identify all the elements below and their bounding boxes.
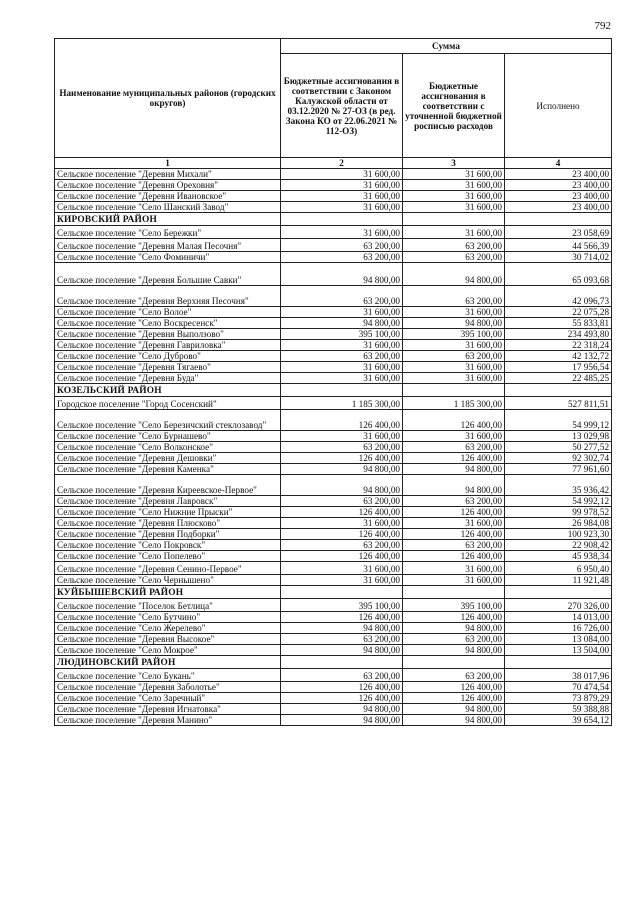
refined-amount: 31 600,00 [403,575,505,586]
settlement-name: Сельское поселение "Деревня Киреевское-Первое" [55,475,281,496]
empty-cell [281,586,403,599]
table-row [55,682,612,693]
table-row [55,351,612,362]
refined-amount: 126 400,00 [403,693,505,704]
law-amount: 395 100,00 [281,329,403,340]
refined-amount: 126 400,00 [403,529,505,540]
executed-amount: 65 093,68 [505,263,612,286]
refined-amount: 94 800,00 [403,715,505,726]
law-amount: 126 400,00 [281,551,403,562]
settlement-name: Сельское поселение "Деревня Буда" [55,373,281,384]
column-number: 2 [281,158,403,169]
settlement-name: Сельское поселение "Деревня Большие Савки" [55,263,281,286]
column-number: 4 [505,158,612,169]
empty-cell [281,384,403,397]
executed-amount: 45 938,34 [505,551,612,562]
executed-amount: 54 999,12 [505,410,612,431]
executed-amount: 11 921,48 [505,575,612,586]
table-row [55,623,612,634]
refined-amount: 31 600,00 [403,562,505,575]
refined-amount: 395 100,00 [403,599,505,612]
settlement-name: Сельское поселение "Деревня Малая Песочня" [55,239,281,252]
settlement-name: Сельское поселение "Деревня Михали" [55,169,281,180]
table-row [55,518,612,529]
table-row [55,645,612,656]
refined-amount: 31 600,00 [403,169,505,180]
settlement-name: Сельское поселение "Деревня Ивановское" [55,191,281,202]
law-amount: 31 600,00 [281,202,403,213]
executed-amount: 13 084,00 [505,634,612,645]
executed-amount: 22 908,42 [505,540,612,551]
table-row [55,693,612,704]
district-name: КИРОВСКИЙ РАЙОН [55,213,281,226]
settlement-name: Сельское поселение "Деревня Выползово" [55,329,281,340]
refined-amount: 1 185 300,00 [403,397,505,410]
refined-amount: 31 600,00 [403,431,505,442]
refined-amount: 63 200,00 [403,239,505,252]
settlement-name: Сельское поселение "Село Мокрое" [55,645,281,656]
law-amount: 31 600,00 [281,340,403,351]
table-row [55,599,612,612]
executed-amount: 44 566,39 [505,239,612,252]
executed-amount: 14 013,00 [505,612,612,623]
executed-amount: 234 493,80 [505,329,612,340]
executed-amount: 42 132,72 [505,351,612,362]
law-amount: 31 600,00 [281,362,403,373]
table-row [55,442,612,453]
refined-amount: 31 600,00 [403,202,505,213]
law-amount: 63 200,00 [281,286,403,307]
empty-cell [505,586,612,599]
column-header-law: Бюджетные ассигнования в соответствии с Законом Калужской области от 03.12.2020 № 27-ОЗ (в ред. Закона КО от 22.06.2021 № 112-ОЗ) [281,54,403,158]
refined-amount: 63 200,00 [403,540,505,551]
refined-amount: 94 800,00 [403,318,505,329]
refined-amount: 94 800,00 [403,475,505,496]
refined-amount: 31 600,00 [403,180,505,191]
settlement-name: Сельское поселение "Село Нижние Прыски" [55,507,281,518]
executed-amount: 23 400,00 [505,180,612,191]
law-amount: 31 600,00 [281,307,403,318]
settlement-name: Сельское поселение "Деревня Дешовки" [55,453,281,464]
table-row [55,562,612,575]
refined-amount: 63 200,00 [403,496,505,507]
empty-cell [281,213,403,226]
settlement-name: Сельское поселение "Деревня Гавриловка" [55,340,281,351]
column-number: 3 [403,158,505,169]
district-name: КОЗЕЛЬСКИЙ РАЙОН [55,384,281,397]
refined-amount: 126 400,00 [403,507,505,518]
law-amount: 94 800,00 [281,263,403,286]
settlement-name: Сельское поселение "Село Бережки" [55,226,281,239]
table-row [55,540,612,551]
law-amount: 31 600,00 [281,226,403,239]
law-amount: 31 600,00 [281,191,403,202]
law-amount: 94 800,00 [281,475,403,496]
column-header-executed: Исполнено [505,54,612,158]
settlement-name: Сельское поселение "Село Фоминичи" [55,252,281,263]
refined-amount: 94 800,00 [403,263,505,286]
table-row [55,715,612,726]
settlement-name: Сельское поселение "Деревня Плюсково" [55,518,281,529]
table-row [55,191,612,202]
empty-cell [403,586,505,599]
law-amount: 94 800,00 [281,645,403,656]
law-amount: 63 200,00 [281,496,403,507]
empty-cell [403,213,505,226]
table-row [55,507,612,518]
executed-amount: 26 984,08 [505,518,612,529]
executed-amount: 23 058,69 [505,226,612,239]
settlement-name: Сельское поселение "Село Березичский стеклозавод" [55,410,281,431]
law-amount: 126 400,00 [281,529,403,540]
empty-cell [281,656,403,669]
law-amount: 63 200,00 [281,239,403,252]
law-amount: 126 400,00 [281,453,403,464]
refined-amount: 31 600,00 [403,307,505,318]
settlement-name: Сельское поселение "Село Волое" [55,307,281,318]
law-amount: 94 800,00 [281,715,403,726]
law-amount: 126 400,00 [281,612,403,623]
law-amount: 395 100,00 [281,599,403,612]
settlement-name: Сельское поселение "Деревня Высокое" [55,634,281,645]
executed-amount: 22 318,24 [505,340,612,351]
refined-amount: 31 600,00 [403,518,505,529]
executed-amount: 17 956,54 [505,362,612,373]
settlement-name: Городское поселение "Город Сосенский" [55,397,281,410]
budget-table [54,38,612,726]
law-amount: 94 800,00 [281,464,403,475]
table-row [55,397,612,410]
refined-amount: 63 200,00 [403,252,505,263]
table-row [55,464,612,475]
table-row [55,575,612,586]
executed-amount: 30 714,02 [505,252,612,263]
empty-cell [403,656,505,669]
executed-amount: 100 923,30 [505,529,612,540]
settlement-name: Сельское поселение "Село Дуброво" [55,351,281,362]
executed-amount: 54 992,12 [505,496,612,507]
table-row [55,362,612,373]
executed-amount: 13 504,00 [505,645,612,656]
executed-amount: 92 302,74 [505,453,612,464]
table-row [55,202,612,213]
district-name: КУЙБЫШЕВСКИЙ РАЙОН [55,586,281,599]
table-row [55,475,612,496]
settlement-name: Сельское поселение "Село Покровск" [55,540,281,551]
law-amount: 31 600,00 [281,518,403,529]
law-amount: 1 185 300,00 [281,397,403,410]
law-amount: 31 600,00 [281,562,403,575]
refined-amount: 126 400,00 [403,682,505,693]
table-row [55,252,612,263]
settlement-name: Сельское поселение "Деревня Манино" [55,715,281,726]
district-row [55,213,612,226]
table-row [55,340,612,351]
settlement-name: Сельское поселение "Деревня Лавровск" [55,496,281,507]
empty-cell [505,213,612,226]
table-row [55,634,612,645]
refined-amount: 31 600,00 [403,340,505,351]
refined-amount: 31 600,00 [403,362,505,373]
column-header-refined: Бюджетные ассигнования в соответствии с уточненной бюджетной росписью расходов [403,54,505,158]
table-row [55,410,612,431]
law-amount: 63 200,00 [281,252,403,263]
column-number: 1 [55,158,281,169]
settlement-name: Сельское поселение "Деревня Заболотье" [55,682,281,693]
executed-amount: 23 400,00 [505,202,612,213]
executed-amount: 73 879,29 [505,693,612,704]
column-group-sum: Сумма [281,39,612,54]
executed-amount: 13 029,98 [505,431,612,442]
refined-amount: 31 600,00 [403,373,505,384]
refined-amount: 94 800,00 [403,704,505,715]
settlement-name: Сельское поселение "Село Попелево" [55,551,281,562]
settlement-name: Сельское поселение "Деревня Подборки" [55,529,281,540]
empty-cell [505,384,612,397]
law-amount: 126 400,00 [281,410,403,431]
table-row [55,169,612,180]
table-row [55,669,612,682]
table-header [55,39,612,169]
table-row [55,529,612,540]
law-amount: 63 200,00 [281,351,403,362]
refined-amount: 31 600,00 [403,226,505,239]
law-amount: 63 200,00 [281,540,403,551]
executed-amount: 50 277,52 [505,442,612,453]
table-row [55,180,612,191]
refined-amount: 126 400,00 [403,410,505,431]
refined-amount: 126 400,00 [403,453,505,464]
table-row [55,551,612,562]
law-amount: 63 200,00 [281,634,403,645]
refined-amount: 395 100,00 [403,329,505,340]
settlement-name: Сельское поселение "Деревня Сенино-Первое" [55,562,281,575]
law-amount: 126 400,00 [281,682,403,693]
law-amount: 126 400,00 [281,507,403,518]
table-row [55,286,612,307]
settlement-name: Сельское поселение "Деревня Игнатовка" [55,704,281,715]
executed-amount: 55 833,81 [505,318,612,329]
table-row [55,263,612,286]
law-amount: 31 600,00 [281,575,403,586]
refined-amount: 63 200,00 [403,351,505,362]
executed-amount: 39 654,12 [505,715,612,726]
district-row [55,586,612,599]
settlement-name: Сельское поселение "Село Шанский Завод" [55,202,281,213]
table-row [55,318,612,329]
table-row [55,453,612,464]
district-row [55,656,612,669]
empty-cell [403,384,505,397]
refined-amount: 94 800,00 [403,645,505,656]
refined-amount: 126 400,00 [403,612,505,623]
law-amount: 31 600,00 [281,180,403,191]
table-row [55,373,612,384]
executed-amount: 270 326,00 [505,599,612,612]
executed-amount: 99 978,52 [505,507,612,518]
empty-cell [505,656,612,669]
executed-amount: 22 075,28 [505,307,612,318]
law-amount: 126 400,00 [281,693,403,704]
settlement-name: Сельское поселение "Село Воскресенск" [55,318,281,329]
executed-amount: 16 726,00 [505,623,612,634]
column-header-name: Наименование муниципальных районов (городских округов) [55,39,281,158]
table-row [55,496,612,507]
executed-amount: 59 388,88 [505,704,612,715]
executed-amount: 70 474,54 [505,682,612,693]
refined-amount: 94 800,00 [403,464,505,475]
table-row [55,226,612,239]
law-amount: 94 800,00 [281,623,403,634]
executed-amount: 42 096,73 [505,286,612,307]
executed-amount: 38 017,96 [505,669,612,682]
settlement-name: Сельское поселение "Село Чернышено" [55,575,281,586]
refined-amount: 31 600,00 [403,191,505,202]
executed-amount: 77 961,60 [505,464,612,475]
table-row [55,307,612,318]
law-amount: 31 600,00 [281,431,403,442]
refined-amount: 63 200,00 [403,634,505,645]
settlement-name: Сельское поселение "Село Бутчино" [55,612,281,623]
table-row [55,612,612,623]
settlement-name: Сельское поселение "Деревня Верхняя Песочня" [55,286,281,307]
law-amount: 94 800,00 [281,318,403,329]
district-name: ЛЮДИНОВСКИЙ РАЙОН [55,656,281,669]
refined-amount: 94 800,00 [403,623,505,634]
executed-amount: 527 811,51 [505,397,612,410]
page-number: 792 [594,20,611,32]
law-amount: 31 600,00 [281,169,403,180]
refined-amount: 63 200,00 [403,286,505,307]
refined-amount: 63 200,00 [403,442,505,453]
settlement-name: Сельское поселение "Село Заречный" [55,693,281,704]
settlement-name: Сельское поселение "Село Бурнашево" [55,431,281,442]
settlement-name: Сельское поселение "Деревня Ореховня" [55,180,281,191]
refined-amount: 126 400,00 [403,551,505,562]
table-body [55,169,612,726]
executed-amount: 23 400,00 [505,169,612,180]
refined-amount: 63 200,00 [403,669,505,682]
settlement-name: Сельское поселение "Деревня Тягаево" [55,362,281,373]
law-amount: 63 200,00 [281,669,403,682]
executed-amount: 23 400,00 [505,191,612,202]
table-row [55,239,612,252]
executed-amount: 22 485,25 [505,373,612,384]
executed-amount: 35 936,42 [505,475,612,496]
settlement-name: Сельское поселение "Село Букань" [55,669,281,682]
settlement-name: Сельское поселение "Село Жерелево" [55,623,281,634]
table-row [55,329,612,340]
law-amount: 63 200,00 [281,442,403,453]
settlement-name: Сельское поселение "Поселок Бетлица" [55,599,281,612]
law-amount: 94 800,00 [281,704,403,715]
settlement-name: Сельское поселение "Деревня Каменка" [55,464,281,475]
law-amount: 31 600,00 [281,373,403,384]
table-row [55,431,612,442]
table-row [55,704,612,715]
district-row [55,384,612,397]
settlement-name: Сельское поселение "Село Волконское" [55,442,281,453]
executed-amount: 6 950,40 [505,562,612,575]
